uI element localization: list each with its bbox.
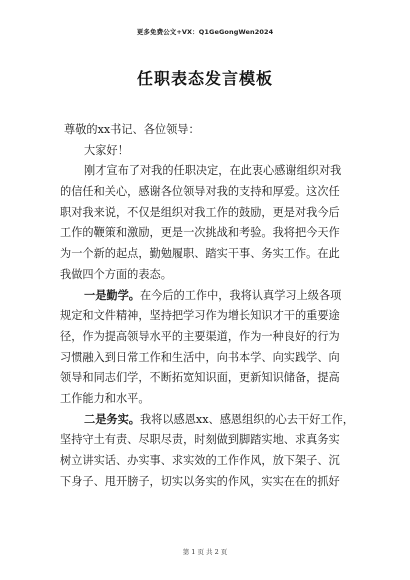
paragraph-line: 坚持守土有责、尽职尽责，时刻做到脚踏实地、求真务实 — [60, 433, 340, 447]
greeting: 大家好！ — [84, 143, 129, 157]
paragraph-line: 领导和同志们学，不断拓宽知识面，更新知识储备，提高 — [60, 371, 340, 385]
page-number: 第 1 页 共 2 页 — [182, 548, 228, 556]
paragraph-line: 下身子、甩开膀子，切实以务实的作风，实实在在的抓好 — [60, 474, 340, 488]
paragraph-line: 习惯融入到日常工作和生活中，向书本学、向实践学、向 — [60, 350, 340, 364]
paragraph-line: 工作的鞭策和激励，更是一次挑战和考验。我将把今天作 — [60, 226, 340, 240]
section-text: 在今后的工作中，我将认真学习上级各项 — [139, 288, 342, 302]
paragraph-line: 规定和文件精神，坚持把学习作为增长知识才干的重要途 — [60, 309, 340, 323]
section-first-line — [60, 286, 356, 307]
paragraph-line: 树立讲实话、办实事、求实效的工作作风，放下架子、沉 — [60, 454, 340, 467]
paragraph-line: 职对我来说，不仅是组织对我工作的鼓励，更是对我今后 — [60, 205, 340, 219]
section-heading: 一是勤学。 — [84, 288, 140, 302]
salutation: 尊敬的xx书记、各位领导： — [64, 123, 200, 136]
section-text: 我将以感恩xx、感恩组织的心去干好工作， — [139, 412, 354, 426]
paragraph-line: 刚才宣布了对我的任职决定，在此衷心感谢组织对我 — [84, 164, 342, 178]
section-first-line — [60, 410, 356, 431]
paragraph-line: 我做四个方面的表态。 — [60, 267, 172, 281]
page-title: 任职表态发言模板 — [136, 69, 273, 88]
paragraph-line: 为一个新的起点，勤勉履职、踏实干事、务实工作。在此 — [60, 247, 340, 261]
paragraph-line: 径，作为提高领导水平的主要渠道，作为一种良好的行为 — [60, 329, 340, 343]
section-heading: 二是务实。 — [84, 412, 140, 426]
document-body — [60, 120, 356, 492]
header-note: 更多免费公文+VX：Q1GeGongWen2024 — [136, 28, 274, 36]
paragraph-line: 工作能力和水平。 — [60, 391, 150, 405]
paragraph-line: 的信任和关心，感谢各位领导对我的支持和厚爱。这次任 — [60, 185, 340, 199]
